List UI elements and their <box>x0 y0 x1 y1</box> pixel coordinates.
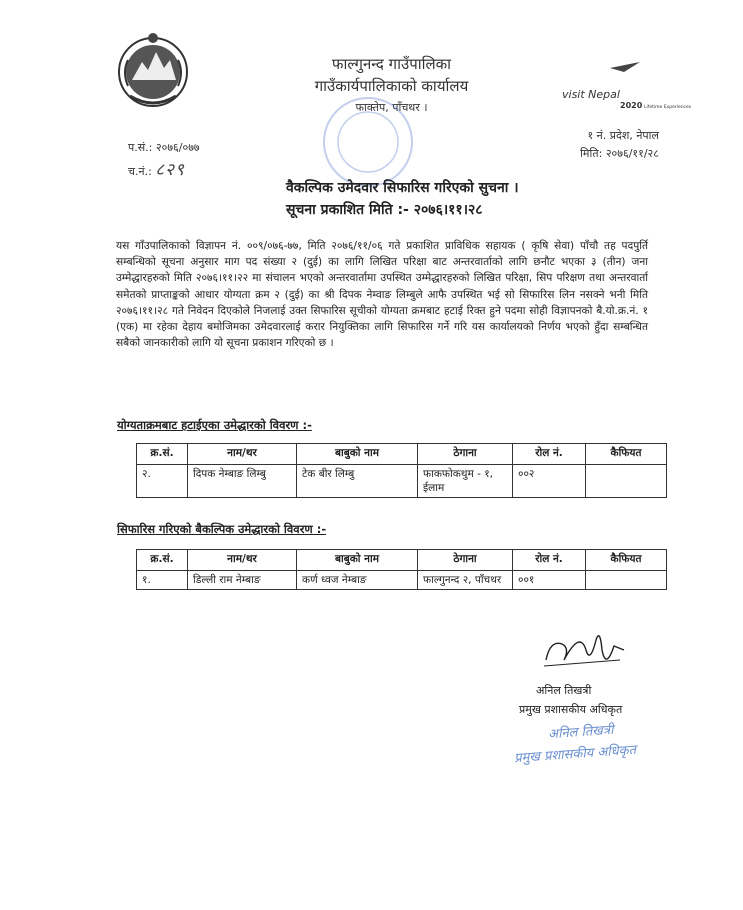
col-roll: रोल नं. <box>513 444 586 465</box>
province-label: १ नं. प्रदेश, नेपाल <box>587 129 659 142</box>
cell-father: टेक बीर लिम्बु <box>297 465 418 498</box>
chalani-number <box>128 157 185 180</box>
signatory-position: प्रमुख प्रशासकीय अधिकृत <box>519 703 623 716</box>
cell-sn: २. <box>137 465 188 498</box>
cell-remarks <box>586 571 667 590</box>
notice-body: यस गाँउपालिकाको विज्ञापन नं. ००९/०७६-७७, मिति २०७६/११/०६ गते प्रकाशित प्राविधिक सहायक ( कृषि सेवा) पाँचौ तह पदपुर्ति सम्बन्धिको सूचना अनुसार माग पद संख्या २ (दुई) का लागि लिखित परिक्षा बाट अन्तरवार्ताको लागि छनौट भएका ३ (तीन) जना उम्मेद्धारहरुको मिति २०७६।११।२२ मा संचालन भएको अन्तरवार्तामा उपस्थित उम्मेद्धारहरुको लिखित परिक्षा, सिप परिक्षण तथा अन्तरवार्ता समेतको प्राप्ताङ्कको आधार योग्यता क्रम २ (दुई) का श्री दिपक नेम्वाङ लिम्बुले आफै उपस्थित भई सो सिफारिस लिन नसक्ने भनी मिति २०७६।११।२८ गते निवेदन दिएकोले निजलाई उक्त सिफारिस सूचीको योग्यता क्रमबाट हटाई रिक्त हुने पदमा सोही विज्ञापनको बै.यो.क्र.नं. १ (एक) मा रहेका देहाय बमोजिमका उमेदवारलाई करार नियुक्तिका लागि सिफारिस गर्ने गरि यस कार्यालयको निर्णय भएको हुँदा सम्बन्धित सबैको जानकारीको लागि यो सूचना प्रकाशन गरिएको छ । <box>116 240 648 350</box>
col-father: बाबुको नाम <box>297 444 418 465</box>
signature-icon <box>540 620 630 680</box>
col-remarks: कैफियत <box>586 550 667 571</box>
notice-date: मिति: २०७६/११/२८ <box>580 147 659 160</box>
cell-name: दिपक नेम्बाङ लिम्बु <box>188 465 297 498</box>
publish-date-title: सूचना प्रकाशित मिति :- २०७६।११।२८ <box>286 202 483 218</box>
col-remarks: कैफियत <box>586 444 667 465</box>
removed-candidate-heading: योग्यताक्रमबाट हटाईएका उमेद्धारको विवरण :- <box>117 418 312 432</box>
office-name: फाल्गुनन्द गाउँपालिका <box>331 55 452 73</box>
col-name: नाम/थर <box>188 444 297 465</box>
col-roll: रोल नं. <box>513 550 586 571</box>
col-father: बाबुको नाम <box>297 550 418 571</box>
office-subtitle: गाउँकार्यपालिकाको कार्यालय <box>314 77 469 95</box>
ps-label: प.सं.: <box>128 141 153 154</box>
office-stamp-icon <box>318 92 418 192</box>
ps-value: २०७६/०७७ <box>155 141 200 154</box>
visit-logo-year: 2020 <box>620 101 643 110</box>
col-name: नाम/थर <box>188 550 297 571</box>
cell-address: फाल्गुनन्द २, पाँचथर <box>418 571 513 590</box>
visit-logo-main: visit Nepal <box>562 88 620 101</box>
cell-roll: ००२ <box>513 465 586 498</box>
cell-remarks <box>586 465 667 498</box>
signatory-name: अनिल तिखत्री <box>536 684 592 697</box>
removed-candidate-table <box>136 443 667 498</box>
cell-address: फाकफोकथुम - १, ईलाम <box>418 465 513 498</box>
cell-name: डिल्ली राम नेम्बाङ <box>188 571 297 590</box>
table-row <box>137 465 667 498</box>
table-header-row <box>137 550 667 571</box>
table-row <box>137 571 667 590</box>
office-address: फाक्तेप, पाँचथर । <box>355 101 428 114</box>
cell-roll: ००१ <box>513 571 586 590</box>
col-address: ठेगाना <box>418 550 513 571</box>
table-header-row <box>137 444 667 465</box>
seal-name: अनिल तिखत्री <box>547 722 614 743</box>
recommended-candidate-table <box>136 549 667 590</box>
cell-father: कर्ण ध्वज नेम्बाङ <box>297 571 418 590</box>
chalani-value: ८२९ <box>155 160 185 180</box>
visit-nepal-logo <box>560 60 692 116</box>
ps-number <box>128 140 200 155</box>
col-sn: क्र.सं. <box>137 550 188 571</box>
visit-logo-sub: Lifetime Experiences <box>644 105 692 110</box>
seal-position: प्रमुख प्रशासकीय अधिकृत <box>513 742 637 767</box>
col-address: ठेगाना <box>418 444 513 465</box>
cell-sn: १. <box>137 571 188 590</box>
chalani-label: च.नं.: <box>128 165 152 178</box>
notice-title: वैकल्पिक उमेदवार सिफारिस गरिएको सुचना । <box>286 180 519 196</box>
col-sn: क्र.सं. <box>137 444 188 465</box>
recommended-candidate-heading: सिफारिस गरिएको बैकल्पिक उमेद्धारको विवरण :- <box>117 522 327 536</box>
